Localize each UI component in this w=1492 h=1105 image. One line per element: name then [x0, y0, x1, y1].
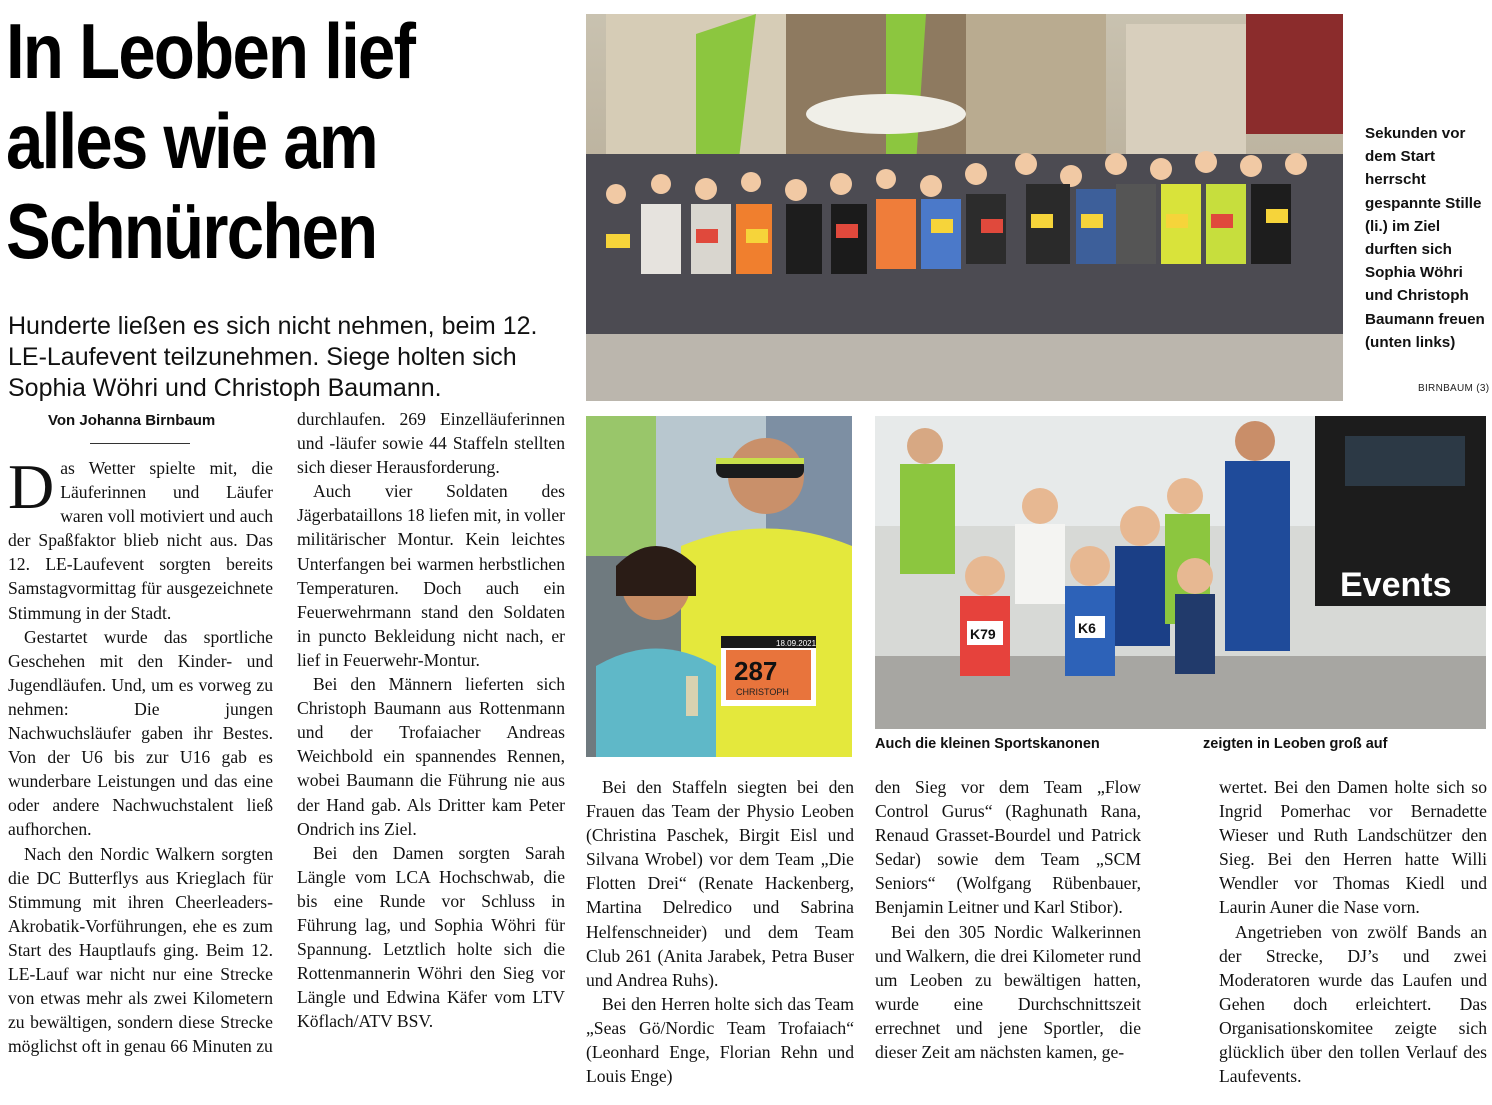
paragraph: Auch vier Soldaten des Jägerbataillons 18 liefen mit, in voller militärischer Montur. Kein leichtes Unterfangen bei warmen herbstlichen Temperaturen. Doch auch ein Feuerwehrmann stand den Soldaten in puncto Bekleidung nicht nach, er lief in Feuerwehr-Montur. — [297, 481, 565, 670]
bib-name: CHRISTOPH — [736, 687, 789, 697]
paragraph: wertet. Bei den Damen holte sich so Ingrid Pomerhac vor Bernadette Wieser und Ruth Landschützer den Sieg. Bei den Herren hatte Willi Wendler vor Thomas Kiedl und Laurin Auner die Nase vorn. — [1219, 777, 1487, 918]
paragraph: den Sieg vor dem Team „Flow Control Gurus“ (Raghunath Rana, Renaud Grasset-Bourdel und Patrick Sedar) sowie dem Team „SCM Seniors“ (Wolfgang Rübenbauer, Benjamin Leitner und Karl Stibor). — [875, 777, 1141, 918]
article-column-3 — [586, 775, 854, 1088]
article-column-5 — [1219, 775, 1487, 1088]
paragraph: Bei den Herren holte sich das Team „Seas Gö/Nordic Team Trofaiach“ (Leonhard Enge, Florian Rehn und Louis Enge) — [586, 993, 854, 1087]
paragraph: Bei den Staffeln siegten bei den Frauen das Team der Physio Leoben (Christina Paschek, Birgit Eisl und Silvana Wrobel) vor dem Team „Die Flotten Drei“ (Renate Hackenberg, Martina Delredico und Sabrina Helfenschneider) und dem Team Club 261 (Anita Jarabek, Petra Buser und Andrea Ruhs). — [586, 777, 854, 990]
photo-race-start — [586, 14, 1343, 401]
bib-date: 18.09.2021 — [776, 639, 817, 648]
paragraph: Angetrieben von zwölf Bands an der Strecke, DJ’s und zwei Moderatoren wurde das Laufen und Gehen doch erleichtert. Das Organisationskomitee zeigte sich glücklich über den tollen Verlauf des Laufevents. — [1219, 921, 1487, 1087]
article-column-1 — [8, 451, 273, 1058]
kid-bib-1: K79 — [970, 626, 996, 642]
kid-bib-2: K6 — [1078, 620, 1096, 636]
paragraph: Bei den 305 Nordic Walkerinnen und Walkern, die drei Kilometer rund um Leoben zu bewältigen hatten, wurde eine Durchschnittszeit errechnet und jene Sportler, die dieser Zeit am nächsten kamen, ge- — [875, 921, 1141, 1063]
byline: Von Johanna Birnbaum — [48, 412, 216, 429]
subheadline: Hunderte ließen es sich nicht nehmen, beim 12. LE-Laufevent teilzunehmen. Siege holten sich Sophia Wöhri und Christoph Baumann. — [8, 312, 538, 402]
drop-cap: D — [8, 451, 55, 522]
photo-caption-kids-left: Auch die kleinen Sportskanonen — [875, 736, 1100, 752]
article-column-4 — [875, 775, 1141, 1064]
headline-line-1: In Leoben lief — [6, 7, 415, 95]
headline-line-2: alles wie am — [6, 97, 377, 185]
headline — [6, 6, 488, 276]
paragraph: durchlaufen. 269 Einzelläuferinnen und -läufer sowie 44 Staffeln stellten sich dieser Herausforderung. — [297, 409, 565, 478]
photo-credit: BIRNBAUM (3) — [1418, 383, 1490, 394]
photo-kids — [875, 416, 1486, 729]
photo-caption-kids-right: zeigten in Leoben groß auf — [1203, 736, 1388, 752]
photo-caption-side: Sekunden vor dem Start herrscht gespannte Stille (li.) im Ziel durften sich Sophia Wöhri und Christoph Baumann freuen (unten links) — [1365, 125, 1485, 351]
article-column-2 — [297, 407, 565, 1033]
paragraph: Das Wetter spielte mit, die Läuferinnen und Läufer waren voll motiviert und auch der Spaßfaktor blieb nicht aus. Das 12. LE-Laufevent sorgten bereits Samstagvormittag für ausgezeichnete Stimmung in der Stadt. — [8, 451, 273, 623]
paragraph: Bei den Damen sorgten Sarah Längle vom LCA Hochschwab, die bis eine Runde vor Schluss in Führung lag, und Sophia Wöhri für Spannung. Letztlich holte sich die Rottenmannerin Wöhri den Sieg vor Längle und Edwina Käfer vom LTV Köflach/ATV BSV. — [297, 842, 565, 1032]
byline-divider — [90, 443, 190, 444]
banner-text: Events — [1340, 566, 1452, 604]
paragraph: Bei den Männern lieferten sich Christoph Baumann aus Rottenmann und der Trofaiacher Andreas Weichbold ein spannendes Rennen, wobei Baumann die Führung nie aus der Hand gab. Als Dritter kam Peter Ondrich ins Ziel. — [297, 674, 565, 839]
paragraph: Nach den Nordic Walkern sorgten die DC Butterflys aus Krieglach für Stimmung mit ihren Cheerleaders-Akrobatik-Vorführungen, ehe es zum Start des Hauptlaufs ging. Beim 12. LE-Lauf war nicht nur eine Strecke von etwas mehr als zwei Kilometern zu bewältigen, sondern diese Strecke möglichst oft in genau 66 Minuten zu — [8, 843, 273, 1057]
headline-line-3: Schnürchen — [6, 187, 377, 275]
bib-number: 287 — [734, 656, 778, 686]
photo-winners — [586, 416, 852, 757]
paragraph: Gestartet wurde das sportliche Geschehen mit den Kinder- und Jugendläufen. Und, um es vorweg zu nehmen: Die jungen Nachwuchsläufer gaben ihr Bestes. Von der U6 bis zur U16 gab es wunderbare Leistungen und das eine oder andere Nachwuchstalent ließ aufhorchen. — [8, 626, 273, 840]
